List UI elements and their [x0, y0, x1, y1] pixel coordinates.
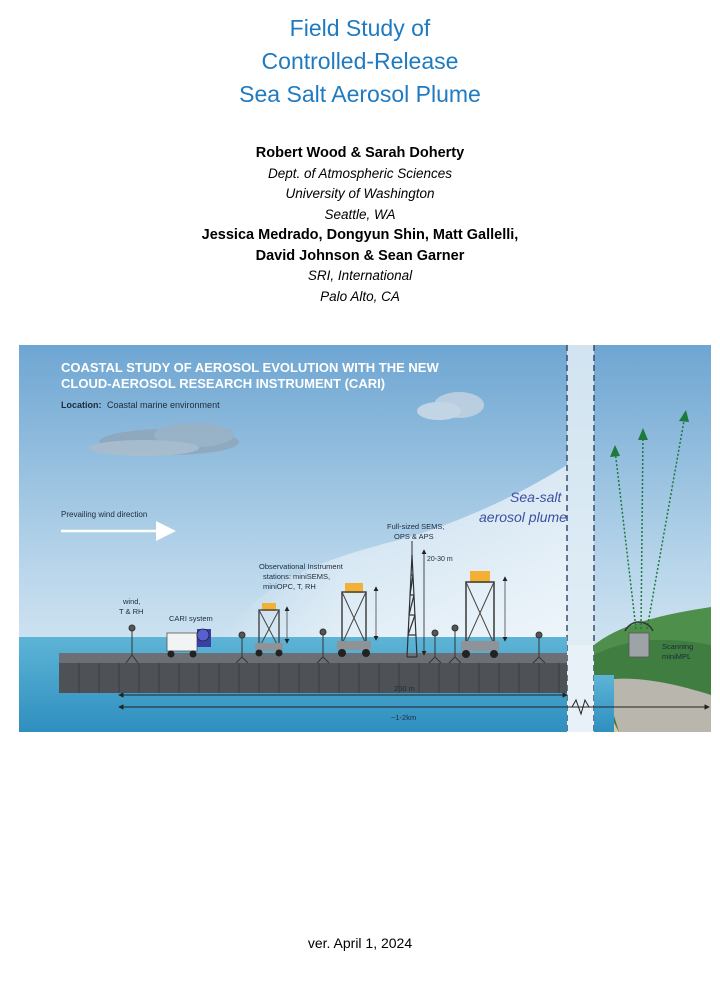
affiliation-city-uw: Seattle, WA [324, 206, 396, 222]
plume-label-2: aerosol plume [479, 509, 567, 525]
location-label: Location: [61, 400, 102, 410]
document-title [0, 12, 720, 111]
cari-label: CARI system [169, 614, 213, 623]
study-diagram [19, 345, 711, 732]
wind-direction-label: Prevailing wind direction [61, 510, 148, 519]
minimpl-label-2: miniMPL [662, 652, 692, 661]
plume-label-1: Sea-salt [510, 489, 562, 505]
met-label-1: wind, [123, 597, 141, 606]
title-line-3: Sea Salt Aerosol Plume [239, 81, 481, 107]
affiliation-dept: Dept. of Atmospheric Sciences [267, 165, 453, 181]
author-names-sri-1: Jessica Medrado, Dongyun Shin, Matt Gallelli, [201, 227, 519, 243]
sems-label-1: Full-sized SEMS, [387, 522, 445, 531]
figure-heading-2: CLOUD-AEROSOL RESEARCH INSTRUMENT (CARI) [61, 376, 386, 391]
title-line-2: Controlled-Release [261, 48, 459, 74]
version-date: ver. April 1, 2024 [307, 935, 413, 951]
scale-break-band [567, 345, 594, 732]
height-label: 20-30 m [427, 556, 453, 563]
affiliation-city-sri: Palo Alto, CA [320, 288, 400, 304]
sems-label-2: OPS & APS [394, 532, 434, 541]
obs-label-3: miniOPC, T, RH [263, 582, 316, 591]
svg-text:Location: Coastal marine [61, 400, 220, 410]
location-value: Coastal marine environment [107, 400, 220, 410]
figure-heading-1: COASTAL STUDY OF AEROSOL EVOLUTION WITH THE NEW [61, 360, 439, 375]
distance-km-label: ~1-2km [391, 713, 417, 722]
author-names-uw: Robert Wood & Sarah Doherty [255, 145, 465, 161]
obs-label-2: stations: miniSEMS, [263, 572, 331, 581]
minimpl-label-1: Scanning [662, 642, 694, 651]
author-block [0, 143, 720, 307]
author-names-sri-2: David Johnson & Sean Garner [255, 247, 465, 264]
met-label-2: T & RH [119, 607, 144, 616]
distance-200m-label: 200 m [394, 684, 415, 693]
affiliation-sri: SRI, International [307, 268, 413, 283]
title-line-1: Field Study of [289, 15, 431, 41]
affiliation-university: University of Washington [285, 186, 435, 201]
obs-label-1: Observational Instrument [259, 562, 343, 571]
